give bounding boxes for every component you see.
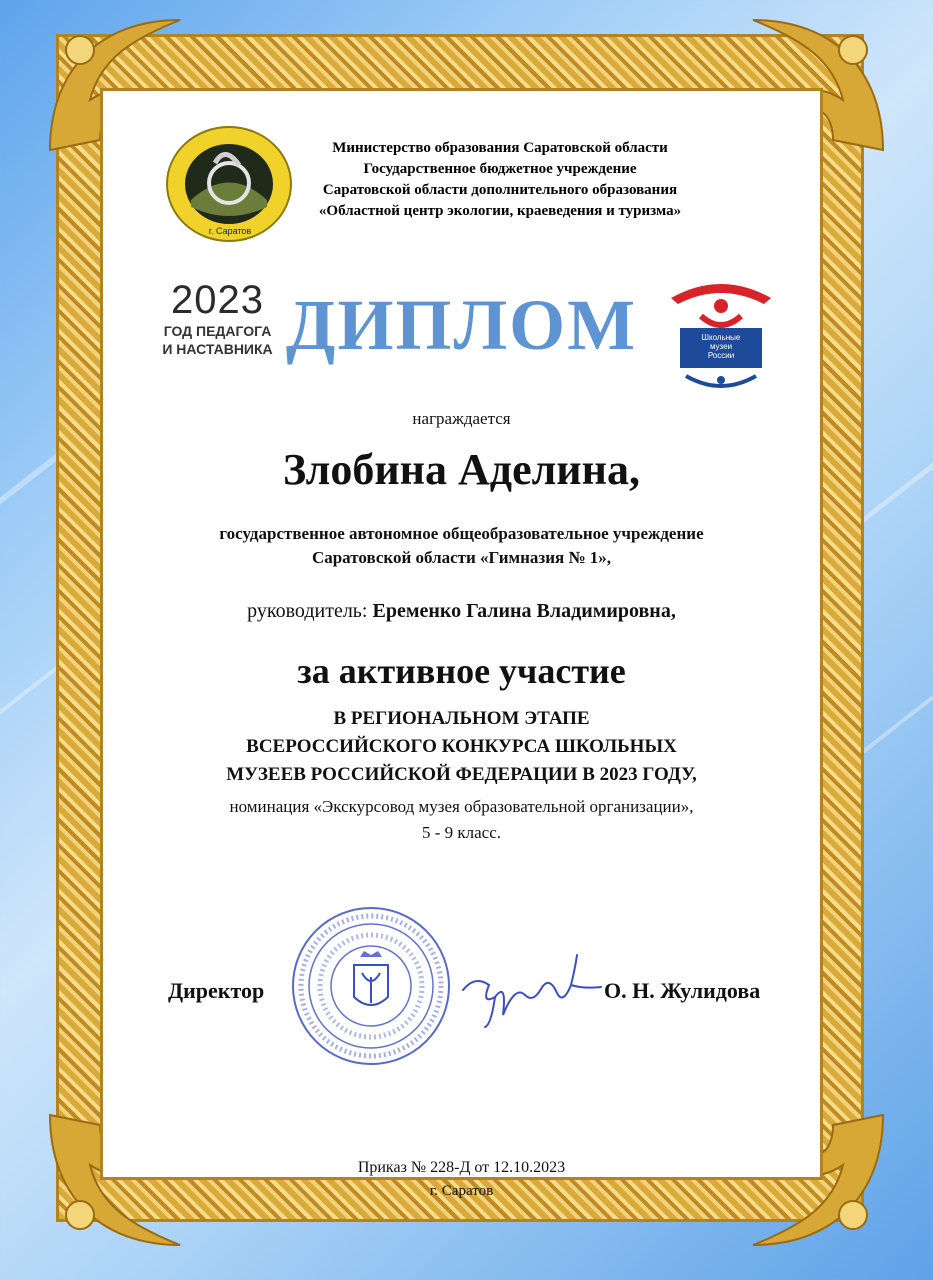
award-reason: за активное участие xyxy=(297,651,626,691)
institution-line-2: Саратовской области «Гимназия № 1», xyxy=(311,548,612,567)
issuer-header xyxy=(270,138,730,222)
museum-logo-line1: Школьные xyxy=(701,333,741,342)
recipient-name: Злобина Аделина, xyxy=(283,445,640,494)
awarded-label: награждается xyxy=(412,409,511,428)
museum-logo-line2: музеи xyxy=(709,342,733,351)
diploma-title: ДИПЛОМ xyxy=(285,285,638,365)
header-line-3: Саратовской области дополнительного образования xyxy=(322,182,678,198)
handwritten-signature xyxy=(455,945,605,1035)
header-line-1: Министерство образования Саратовской области xyxy=(332,140,668,156)
header-line-2: Государственное бюджетное учреждение xyxy=(363,161,637,177)
event-line-2: ВСЕРОССИЙСКОГО КОНКУРСА ШКОЛЬНЫХ xyxy=(246,736,677,757)
official-stamp xyxy=(290,905,452,1067)
institution-line-1: государственное автономное общеобразовательное учреждение xyxy=(219,524,704,543)
order-number: Приказ № 228-Д от 12.10.2023 xyxy=(357,1159,566,1176)
supervisor-label: руководитель: xyxy=(247,600,368,622)
museum-logo-line3: России xyxy=(707,351,735,360)
supervisor-line xyxy=(100,600,823,623)
event-line-3: МУЗЕЕВ РОССИЙСКОЙ ФЕДЕРАЦИИ В 2023 ГОДУ, xyxy=(226,764,697,785)
seal-city: г. Саратов xyxy=(208,226,252,236)
year-logo-line1: ГОД ПЕДАГОГА xyxy=(163,323,272,339)
event-line-1: В РЕГИОНАЛЬНОМ ЭТАПЕ xyxy=(333,708,590,729)
year-logo-year: 2023 xyxy=(171,278,264,322)
director-label: Директор xyxy=(168,978,265,1003)
header-line-4: «Областной центр экологии, краеведения и туризма» xyxy=(318,203,682,219)
supervisor-name: Еременко Галина Владимировна, xyxy=(372,600,676,622)
museum-logo-text xyxy=(680,333,762,360)
director-name: О. Н. Жулидова xyxy=(604,978,761,1003)
nomination: номинация «Экскурсовод музея образовательной организации», xyxy=(229,797,694,816)
footer-city: г. Саратов xyxy=(429,1183,494,1199)
year-logo-line2: И НАСТАВНИКА xyxy=(162,341,273,357)
grade: 5 - 9 класс. xyxy=(421,823,502,842)
